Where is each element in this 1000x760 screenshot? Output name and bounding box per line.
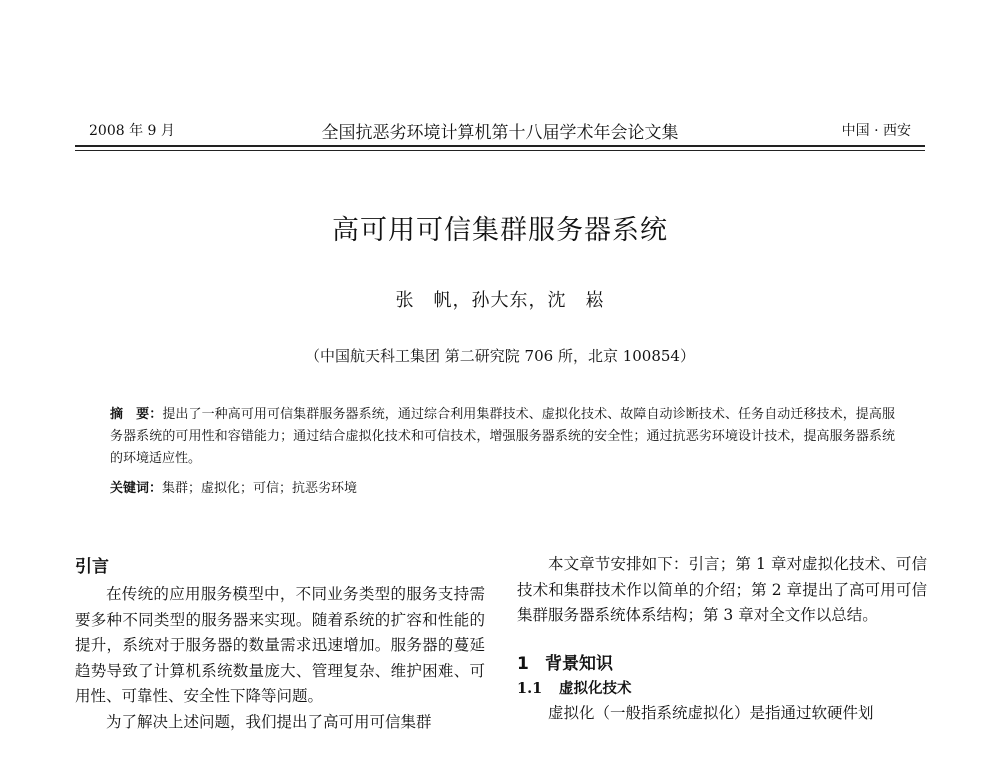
- keywords: [110, 478, 895, 500]
- intro-paragraph-1: 在传统的应用服务模型中，不同业务类型的服务支持需要多种不同类型的服务器来实现。随着系统的扩容和性能的提升，系统对于服务器的数量需求迅速增加。服务器的蔓延趋势导致了计算机系统数量庞大、管理复杂、维护困难、可用性、可靠性、安全性下降等问题。: [75, 585, 485, 705]
- header-journal: 全国抗恶劣环境计算机第十八届学术年会论文集: [321, 123, 679, 143]
- header-location: 中国 · 西安: [841, 123, 911, 139]
- abstract-label: 摘 要：: [110, 407, 163, 422]
- abstract-text: 提出了一种高可用可信集群服务器系统，通过综合利用集群技术、虚拟化技术、故障自动诊断技术、任务自动迁移技术，提高服务器系统的可用性和容错能力；通过结合虚拟化技术和可信技术，增强服务器系统的安全性；通过抗恶劣环境设计技术，提高服务器系统的环境适应性。: [110, 407, 895, 466]
- section-title-introduction: 引言: [75, 557, 109, 577]
- section-1-title: 背景知识: [545, 653, 613, 674]
- keywords-label: 关键词：: [110, 481, 163, 496]
- running-header: [75, 118, 925, 142]
- subsection-1-1-title: 虚拟化技术: [559, 679, 632, 697]
- abstract: [110, 404, 895, 470]
- header-rule-thick: [75, 145, 925, 147]
- paper-authors: 张 帆，孙大东，沈 崧: [395, 290, 605, 311]
- subsection-1-1-heading: [517, 677, 927, 701]
- header-rule-thin: [75, 150, 925, 151]
- virtualization-paragraph: 虚拟化（一般指系统虚拟化）是指通过软硬件划: [548, 703, 874, 722]
- keywords-text: 集群；虚拟化；可信；抗恶劣环境: [162, 481, 358, 496]
- left-column: [75, 552, 485, 735]
- right-column: [517, 552, 927, 726]
- header-date: 2008 年 9 月: [89, 123, 175, 139]
- paper-affiliation: （中国航天科工集团 第二研究院 706 所，北京 100854）: [305, 347, 695, 365]
- section-1-number: 1: [517, 653, 529, 674]
- outline-paragraph: 本文章节安排如下：引言；第 1 章对虚拟化技术、可信技术和集群技术作以简单的介绍；第 2 章提出了高可用可信集群服务器系统体系结构；第 3 章对全文作以总结。: [517, 555, 927, 624]
- paper-title: 高可用可信集群服务器系统: [332, 215, 668, 246]
- subsection-1-1-number: 1.1: [517, 679, 543, 697]
- section-1-heading: [517, 651, 927, 677]
- intro-paragraph-2: 为了解决上述问题，我们提出了高可用可信集群: [106, 712, 432, 731]
